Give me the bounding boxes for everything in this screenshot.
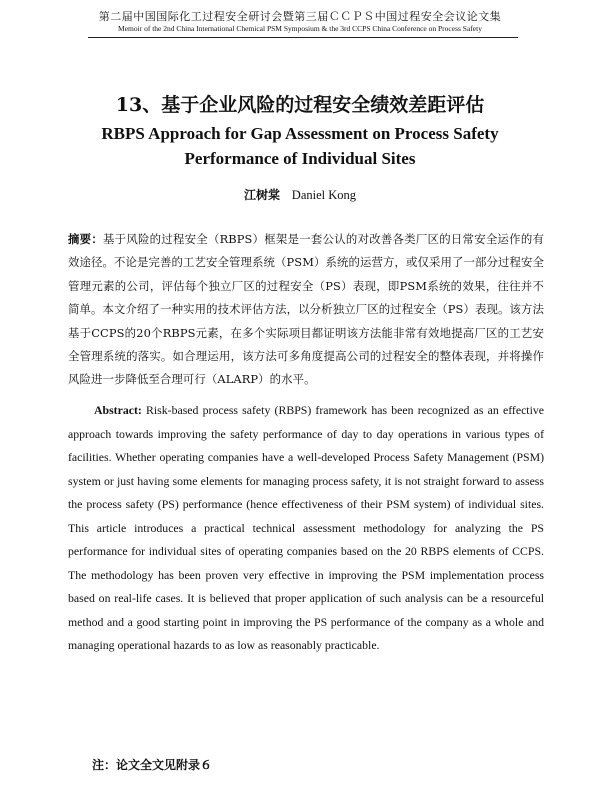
abstract-english	[68, 399, 544, 658]
abstract-chinese-label: 摘要：	[68, 232, 103, 246]
abstract-chinese-text: 基于风险的过程安全（RBPS）框架是一套公认的对改善各类厂区的日常安全运作的有效途径。不论是完善的工艺安全管理系统（PSM）系统的运营方，或仅采用了一部分过程安全管理元素的公司，评估每个独立厂区的过程安全（PS）表现，即PSM系统的效果，往往并不简单。本文介绍了一种实用的技术评估方法，以分析独立厂区的过程安全（PS）表现。该方法基于CCPS的20个RBPS元素，在多个实际项目都证明该方法能非常有效地提高厂区的工艺安全管理系统的落实。如合理运用，该方法可多角度提高公司的过程安全的整体表现，并将操作风险进一步降低至合理可行（ALARP）的水平。	[68, 232, 544, 387]
abstract-english-label: Abstract:	[94, 403, 142, 417]
abstract-english-text: Risk-based process safety (RBPS) framework has been recognized as an effective approach towards improving the safety performance of day to day operations in various types of facilities. Whether operating companies have a well-developed Process Safety Management (PSM) system or just having some elements for managing process safety, it is not straight forward to assess the process safety (PS) performance (hence effectiveness of their PSM system) of individual sites. This article introduces a practical technical assessment methodology for analyzing the PS performance for individual sites of operating companies based on the 20 RBPS elements of CCPS. The methodology has been proven very effective in improving the PSM implementation process based on real-life cases. It is believed that proper application of such analysis can be a resourceful method and a good starting point in improving the PS performance of the company as a whole and managing operational hazards to as low as reasonably practicable.	[68, 403, 544, 652]
paper-title-english: RBPS Approach for Gap Assessment on Process Safety Performance of Individual Sites	[101, 124, 499, 168]
header-divider	[88, 37, 518, 38]
author-name-english: Daniel Kong	[291, 188, 357, 202]
paper-title-chinese: 13、基于企业风险的过程安全绩效差距评估	[115, 94, 485, 116]
author-name-chinese: 江树棠	[243, 188, 280, 202]
footnote-appendix: 注：论文全文见附录６	[92, 758, 213, 772]
running-header-english: Memoir of the 2nd China International Chemical PSM Symposium & the 3rd CCPS China Conference on Process Safety	[118, 24, 482, 33]
running-header-chinese: 第二届中国国际化工过程安全研讨会暨第三届ＣＣＰＳ中国过程安全会议论文集	[98, 10, 502, 23]
author-line	[0, 186, 600, 203]
abstract-chinese	[68, 228, 544, 392]
